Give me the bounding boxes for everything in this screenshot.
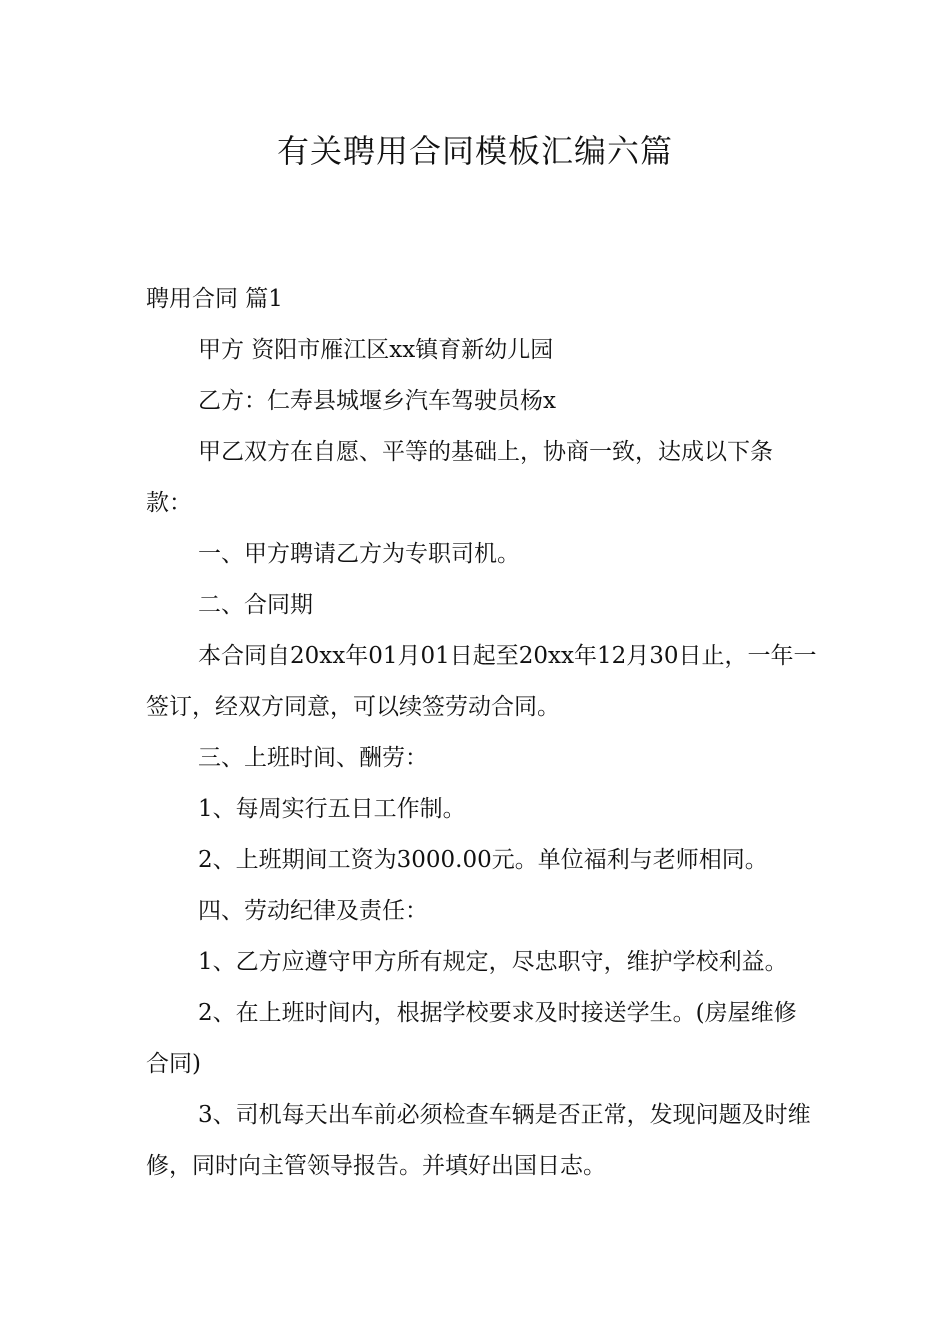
document-title: 有关聘用合同模板汇编六篇	[276, 132, 673, 170]
clause-3-item-2: 2、上班期间工资为3000.00元。单位福利与老师相同。	[198, 847, 768, 873]
clause-3-item-1: 1、每周实行五日工作制。	[198, 796, 466, 822]
clause-3-heading: 三、上班时间、酬劳：	[198, 745, 428, 771]
clause-4-heading: 四、劳动纪律及责任：	[198, 898, 428, 924]
document-body	[146, 274, 818, 1192]
clause-2-heading: 二、合同期	[198, 592, 313, 618]
clause-4-item-3: 3、司机每天出车前必须检查车辆是否正常，发现问题及时维修，同时向主管领导报告。并填好出国日志。	[146, 1102, 811, 1179]
party-b-line: 乙方：仁寿县城堰乡汽车驾驶员杨x	[198, 388, 556, 414]
clause-4-item-1: 1、乙方应遵守甲方所有规定，尽忠职守，维护学校利益。	[198, 949, 788, 975]
clause-1: 一、甲方聘请乙方为专职司机。	[198, 541, 520, 567]
agreement-intro: 甲乙双方在自愿、平等的基础上，协商一致，达成以下条款：	[146, 439, 773, 516]
party-a-line: 甲方 资阳市雁江区xx镇育新幼儿园	[198, 337, 554, 363]
section-heading: 聘用合同 篇1	[146, 286, 283, 312]
contract-term-text: 本合同自20xx年01月01日起至20xx年12月30日止，一年一签订，经双方同意，可以续签劳动合同。	[146, 643, 817, 720]
clause-4-item-2: 2、在上班时间内，根据学校要求及时接送学生。(房屋维修合同)	[146, 1000, 797, 1077]
